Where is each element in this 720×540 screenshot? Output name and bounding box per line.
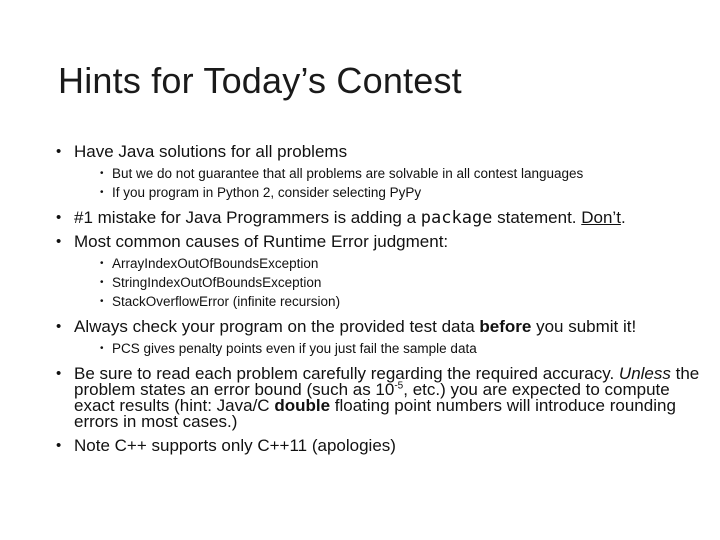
- bullet-package-mistake: [56, 210, 704, 226]
- bullet-icon: •: [56, 437, 62, 454]
- slide-body: [56, 144, 704, 454]
- emphasis-before: before: [479, 317, 532, 336]
- bullet-text-mid2: , etc.) you are expected to compute exact results (hint: Java/C: [74, 380, 670, 415]
- sub-bullet-text: If you program in Python 2, consider selecting PyPy: [112, 185, 422, 200]
- sub-bullet-text: PCS gives penalty points even if you just fail the sample data: [112, 341, 477, 356]
- sub-list-test-data: [56, 339, 704, 358]
- bullet-text-pre: Always check your program on the provided test data: [74, 317, 480, 336]
- sub-bullet-text: StringIndexOutOfBoundsException: [112, 275, 322, 290]
- bullet-text: Have Java solutions for all problems: [74, 142, 348, 161]
- bullet-runtime-errors: [56, 234, 704, 250]
- sub-bullet-text: But we do not guarantee that all problems are solvable in all contest languages: [112, 166, 584, 181]
- sub-bullet-array-index: [56, 254, 704, 273]
- bullet-accuracy: [56, 366, 704, 430]
- bullet-text: Note C++ supports only C++11 (apologies): [74, 436, 396, 455]
- bullet-icon: •: [56, 318, 62, 335]
- bullet-icon: •: [100, 258, 104, 269]
- code-package: package: [420, 208, 493, 228]
- sub-bullet-text: StackOverflowError (infinite recursion): [112, 294, 341, 309]
- bullet-check-test-data: [56, 319, 704, 335]
- sub-bullet-guarantee: [56, 164, 704, 183]
- bullet-icon: •: [100, 168, 104, 179]
- sub-bullet-string-index: [56, 273, 704, 292]
- bullet-cpp11: [56, 438, 704, 454]
- bullet-icon: •: [100, 296, 104, 307]
- bullet-text-post: .: [620, 208, 626, 227]
- slide-title: Hints for Today’s Contest: [58, 60, 462, 101]
- bullet-text-mid: the problem states an error bound (such as 10: [74, 364, 700, 399]
- sub-bullet-stack-overflow: [56, 292, 704, 311]
- bullet-text-post: you submit it!: [531, 317, 637, 336]
- bullet-text: Most common causes of Runtime Error judgment:: [74, 232, 449, 251]
- bullet-java-solutions: [56, 144, 704, 160]
- bullet-icon: •: [56, 143, 62, 160]
- bullet-icon: •: [100, 187, 104, 198]
- bullet-icon: •: [100, 343, 104, 354]
- bullet-text-pre: #1 mistake for Java Programmers is adding a: [74, 208, 421, 227]
- sub-bullet-pypy: [56, 183, 704, 202]
- emphasis-dont: Don’t: [581, 208, 621, 227]
- bullet-text-post: floating point numbers will introduce rounding errors in most cases.): [74, 396, 676, 431]
- exponent: -5: [394, 380, 404, 392]
- bullet-icon: •: [56, 233, 62, 250]
- bullet-text-pre: Be sure to read each problem carefully regarding the required accuracy.: [74, 364, 619, 383]
- sub-bullet-text: ArrayIndexOutOfBoundsException: [112, 256, 319, 271]
- sub-bullet-penalty: [56, 339, 704, 358]
- bullet-icon: •: [56, 209, 62, 226]
- sub-list-runtime: [56, 254, 704, 311]
- bullet-text-mid: statement.: [492, 208, 582, 227]
- bullet-icon: •: [56, 365, 62, 382]
- sub-list-java: [56, 164, 704, 202]
- emphasis-double: double: [274, 396, 331, 415]
- emphasis-unless: Unless: [618, 364, 671, 383]
- bullet-icon: •: [100, 277, 104, 288]
